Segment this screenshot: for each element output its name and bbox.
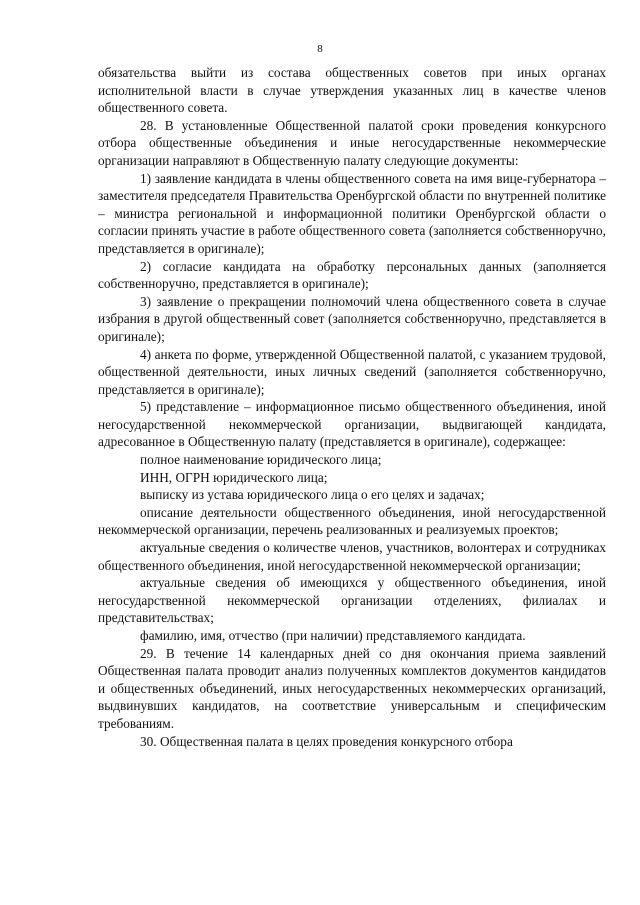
paragraph-content-charter: выписку из устава юридического лица о его целях и задачах; <box>140 487 485 503</box>
page-number: 8 <box>317 43 323 55</box>
paragraph-content-branches: актуальные сведения об имеющихся у общественного объединения, иной негосударственной некоммерческой организации отделениях, филиалах и представительствах; <box>98 575 606 626</box>
paragraph-doc-3: 3) заявление о прекращении полномочий члена общественного совета в случае избрания в другой общественный совет (заполняется собственноручно, представляется в оригинале); <box>98 293 606 344</box>
paragraph-content-description: описание деятельности общественного объединения, иной негосударственной некоммерческой организации, перечень реализованных и реализуемых проектов; <box>98 504 606 538</box>
paragraph-doc-1: 1) заявление кандидата в члены общественного совета на имя вице-губернатора – заместителя председателя Правительства Оренбургской области по внутренней политике – министра региональной и информационной политики Оренбургской области о согласии принять участие в работе общественного совета (заполняется собственноручно, представляется в оригинале); <box>98 170 606 256</box>
paragraph-continuation: обязательства выйти из состава общественных советов при иных органах исполнительной власти в случае утверждения указанных лиц в качестве членов общественного совета. <box>98 65 606 116</box>
paragraph-doc-2: 2) согласие кандидата на обработку персональных данных (заполняется собственноручно, представляется в оригинале); <box>98 258 606 292</box>
paragraph-item-30: 30. Общественная палата в целях проведения конкурсного отбора <box>140 733 513 749</box>
paragraph-content-inn: ИНН, ОГРН юридического лица; <box>140 469 328 485</box>
document-body <box>98 64 606 750</box>
paragraph-item-28: 28. В установленные Общественной палатой сроки проведения конкурсного отбора общественные объединения и иные негосударственные некоммерческие организации направляют в Общественную палату следующие документы: <box>98 117 606 168</box>
paragraph-item-29: 29. В течение 14 календарных дней со дня окончания приема заявлений Общественная палата проводит анализ полученных комплектов документов кандидатов и общественных объединений, иных негосударственных некоммерческих организаций, выдвинувших кандидатов, на соответствие универсальным и специфическим требованиям. <box>98 645 606 731</box>
paragraph-content-candidate: фамилию, имя, отчество (при наличии) представляемого кандидата. <box>140 628 526 643</box>
paragraph-content-name: полное наименование юридического лица; <box>140 452 382 468</box>
paragraph-content-members: актуальные сведения о количестве членов, участников, волонтерах и сотрудниках общественного объединения, иной негосударственной некоммерческой организации; <box>98 540 606 573</box>
paragraph-doc-5: 5) представление – информационное письмо общественного объединения, иной негосударственной некоммерческой организации, выдвигающей кандидата, адресованное в Общественную палату (представляется в оригинале), содержащее: <box>98 399 606 450</box>
paragraph-doc-4: 4) анкета по форме, утвержденной Общественной палатой, с указанием трудовой, общественной деятельности, иных личных сведений (заполняется собственноручно, представляется в оригинале); <box>98 346 606 397</box>
